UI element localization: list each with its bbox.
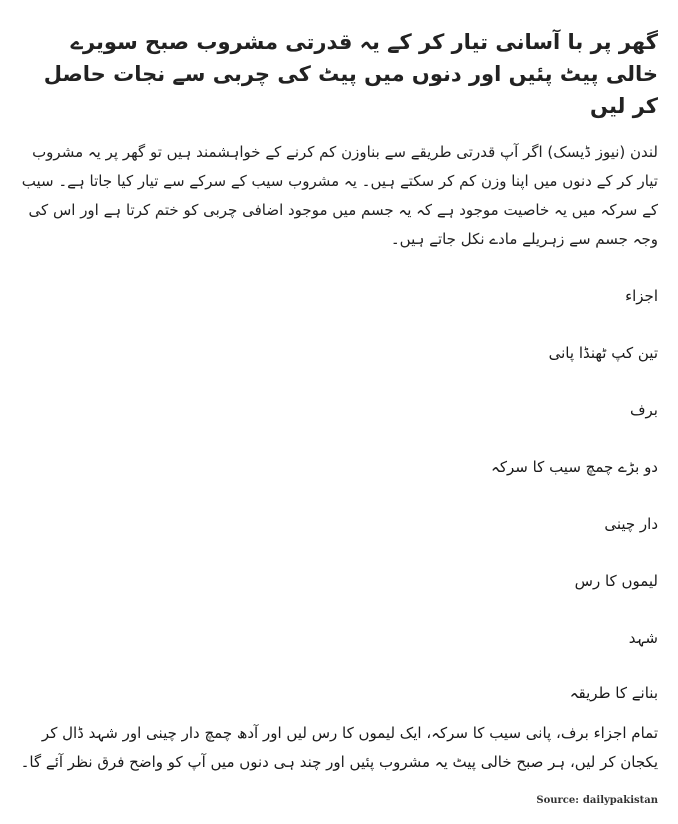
ingredient-item: دار چینی (604, 515, 658, 533)
method-paragraph: تمام اجزاء برف، پانی سیب کا سرکہ، ایک لیموں کا رس لیں اور آدھ چمچ دار چینی اور شہد ڈال کر یکجان کر لیں، ہر صبح خالی پیٹ یہ مشروب پئیں اور چند ہی دنوں میں آپ کو واضح فرق نظر آئے گا۔ (20, 724, 658, 771)
source-label: Source: (536, 795, 579, 806)
ingredient-item: شہد (628, 629, 658, 647)
source-name: dailypakistan (582, 795, 658, 806)
article-intro-paragraph: لندن (نیوز ڈیسک) اگر آپ قدرتی طریقے سے بناوزن کم کرنے کے خواہشمند ہیں تو گھر پر یہ مشروب تیار کر کے دنوں میں اپنا وزن کم کر سکتے ہیں۔ یہ مشروب سیب کے سرکے سے تیار کیا جاتا ہے۔ سیب کے سرکہ میں یہ خاصیت موجود ہے کہ یہ جسم میں موجود اضافی چربی کو ختم کرتا ہے اور اس کی وجہ جسم سے زہریلے مادے نکل جاتے ہیں۔ (21, 143, 658, 248)
source-credit (536, 795, 658, 806)
ingredients-list (20, 341, 658, 650)
ingredients-heading: اجزاء (625, 287, 658, 305)
ingredient-item: تین کپ ٹھنڈا پانی (548, 344, 658, 362)
ingredient-item: دو بڑے چمچ سیب کا سرکہ (491, 458, 658, 476)
method-heading: بنانے کا طریقہ (569, 684, 658, 702)
article-headline: گھر پر با آسانی تیار کر کے یہ قدرتی مشروب صبح سویرے خالی پیٹ پئیں اور دنوں میں پیٹ کی چربی سے نجات حاصل کر لیں (43, 30, 658, 118)
ingredient-item: لیموں کا رس (574, 572, 658, 590)
ingredient-item: برف (629, 401, 658, 419)
